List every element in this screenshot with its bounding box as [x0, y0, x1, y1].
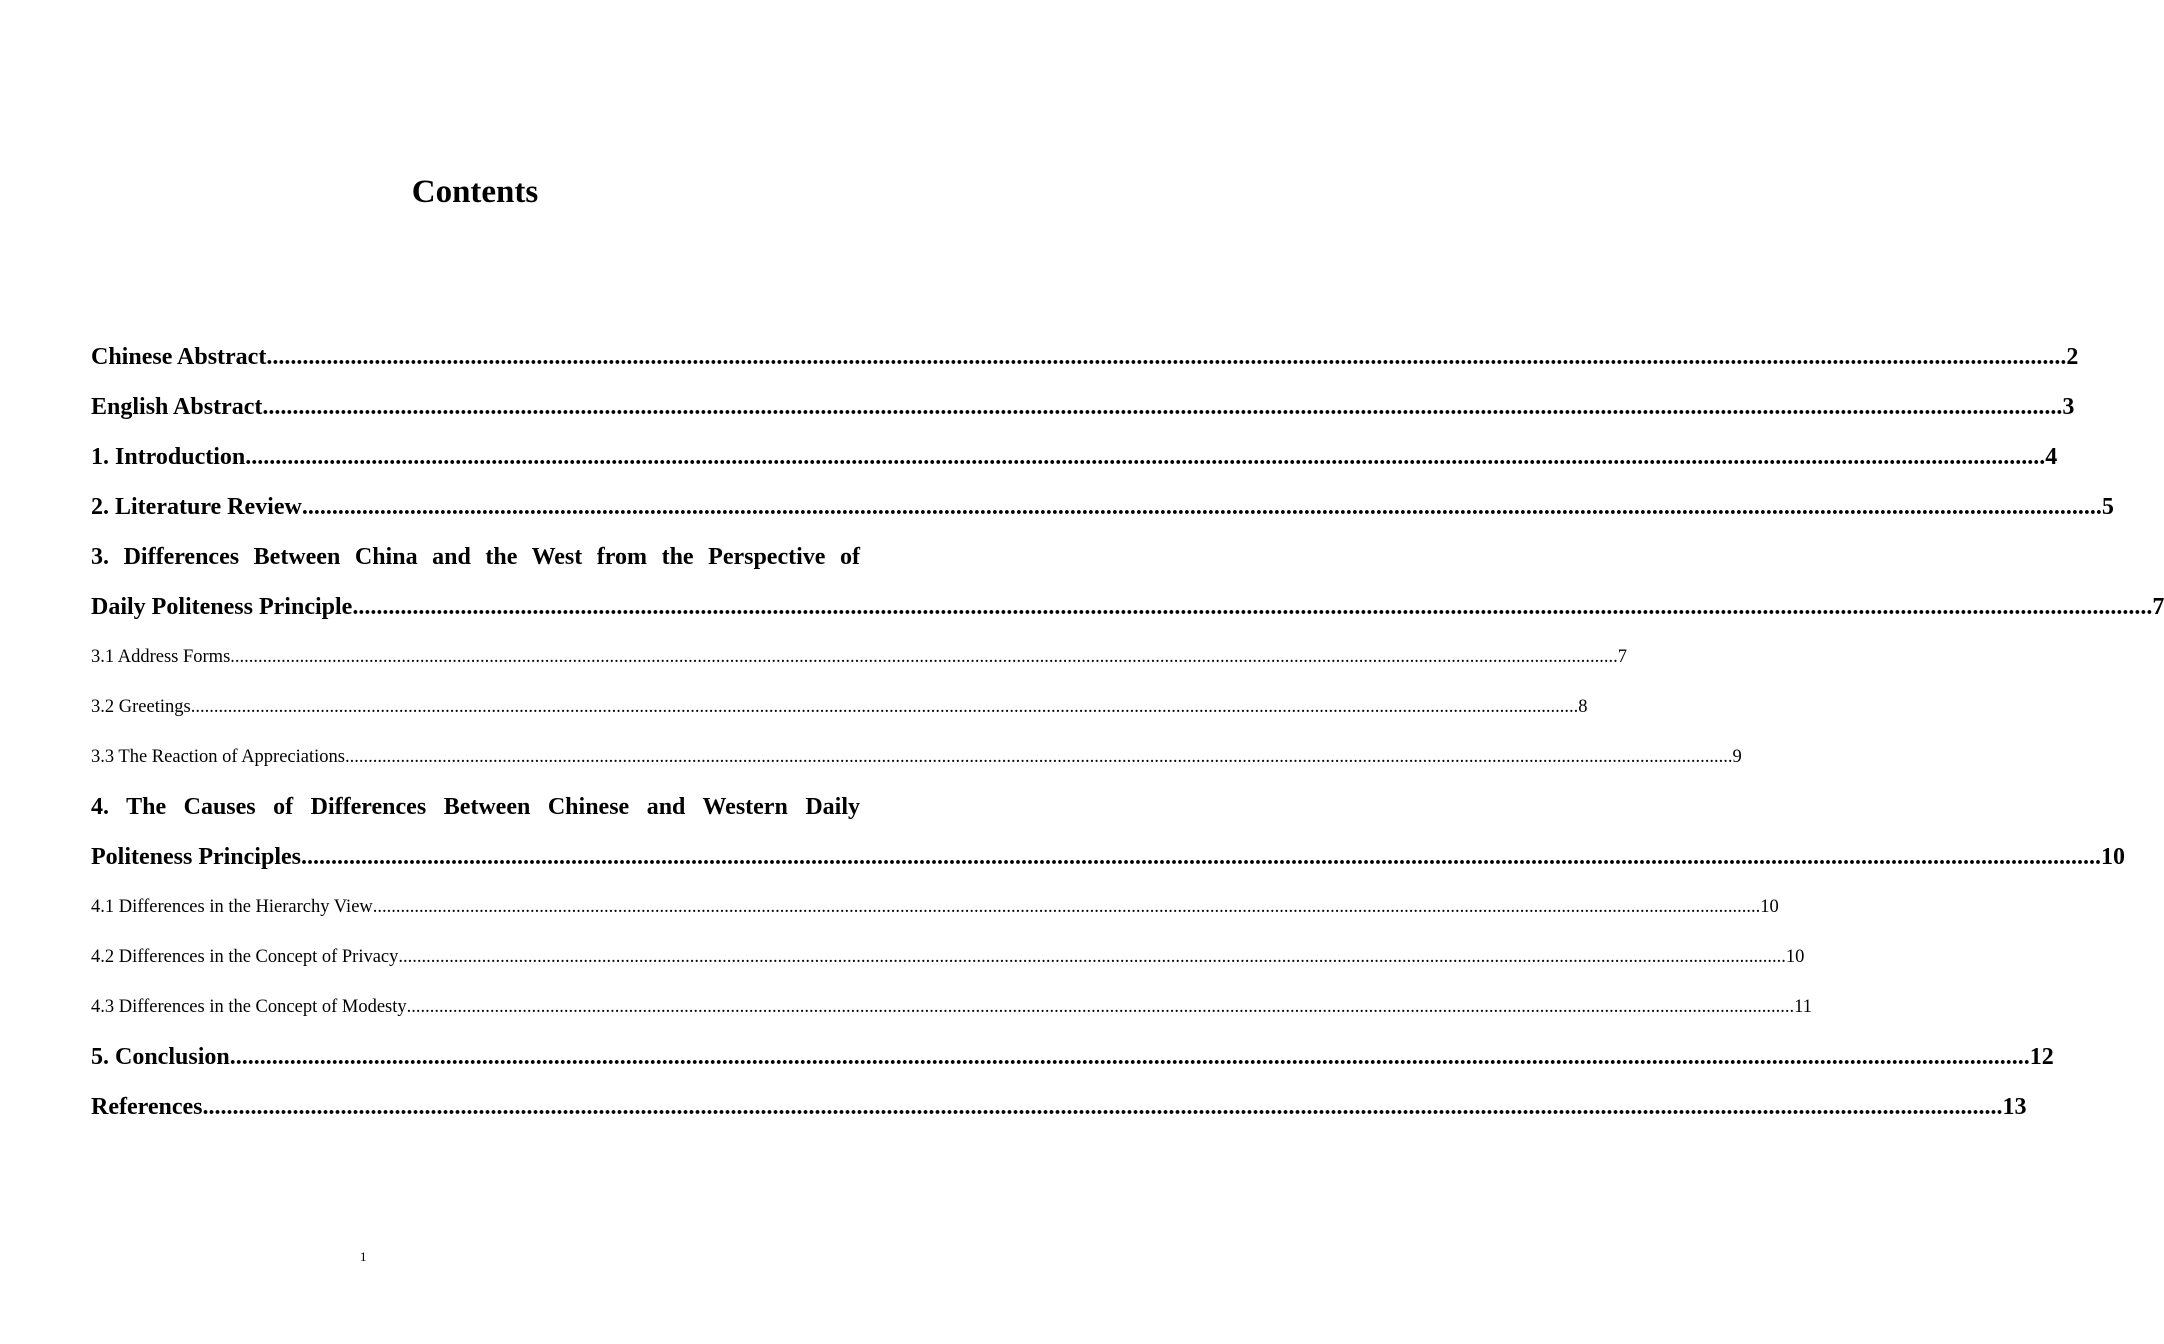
- toc-entry-page: 5: [2101, 494, 2114, 520]
- toc-leader-dots: ............................................................................................................................................................................................................................................................................................................: [352, 594, 2153, 620]
- toc-entry-page: 11: [1794, 997, 1812, 1017]
- toc-entry-differences[interactable]: [91, 582, 2164, 632]
- toc-leader-dots: ............................................................................................................................................................................................................................................................................................................: [266, 344, 2067, 370]
- toc-entry-chinese-abstract[interactable]: [91, 332, 2079, 382]
- toc-entry-references[interactable]: [91, 1082, 2027, 1132]
- toc-leader-dots: ............................................................................................................................................................................................................................................................................................................: [406, 997, 1795, 1017]
- toc-leader-dots: ............................................................................................................................................................................................................................................................................................................: [372, 897, 1761, 917]
- toc-entry-label: English Abstract: [91, 394, 263, 420]
- toc-entry-label: References: [91, 1094, 203, 1120]
- toc-entry-modesty[interactable]: [91, 982, 1812, 1032]
- table-of-contents: [91, 332, 2164, 1132]
- toc-entry-greetings[interactable]: [91, 682, 1588, 732]
- toc-leader-dots: ............................................................................................................................................................................................................................................................................................................: [202, 1094, 2003, 1120]
- toc-entry-page: 12: [2029, 1044, 2054, 1070]
- toc-entry-page: 10: [1785, 947, 1805, 967]
- toc-entry-introduction[interactable]: [91, 432, 2058, 482]
- toc-entry-label: 3.2 Greetings: [91, 697, 191, 717]
- toc-entry-label: 3.1 Address Forms: [91, 647, 231, 667]
- toc-leader-dots: ............................................................................................................................................................................................................................................................................................................: [262, 394, 2063, 420]
- toc-entry-label: 5. Conclusion: [91, 1044, 230, 1070]
- toc-entry-label: Politeness Principles: [91, 844, 301, 870]
- toc-entry-label: 1. Introduction: [91, 444, 246, 470]
- toc-entry-literature-review[interactable]: [91, 482, 2114, 532]
- page-title: Contents: [411, 174, 539, 210]
- toc-entry-page: 4: [2045, 444, 2058, 470]
- footer-page-number: 1: [360, 1249, 367, 1264]
- toc-entry-page: 10: [1760, 897, 1779, 917]
- toc-entry-causes[interactable]: [91, 832, 2125, 882]
- toc-entry-label: 4.2 Differences in the Concept of Privacy: [91, 947, 399, 967]
- toc-entry-label: 4.3 Differences in the Concept of Modesty: [91, 997, 407, 1017]
- toc-entry-page: 2: [2066, 344, 2079, 370]
- toc-leader-dots: ............................................................................................................................................................................................................................................................................................................: [245, 444, 2046, 470]
- toc-entry-page: 7: [1617, 647, 1628, 667]
- toc-entry-label: Chinese Abstract: [91, 344, 267, 370]
- toc-entry-label: Daily Politeness Principle: [91, 594, 353, 620]
- toc-entry-address-forms[interactable]: [91, 632, 1628, 682]
- toc-entry-appreciations[interactable]: [91, 732, 1742, 782]
- toc-entry-page: 13: [2002, 1094, 2027, 1120]
- toc-leader-dots: ............................................................................................................................................................................................................................................................................................................: [230, 647, 1618, 667]
- toc-entry-page: 10: [2100, 844, 2125, 870]
- toc-entry-page: 3: [2062, 394, 2075, 420]
- toc-entry-page: 9: [1732, 747, 1742, 767]
- toc-entry-causes-line1[interactable]: 4. The Causes of Differences Between Chinese and Western Daily: [91, 794, 860, 820]
- toc-entry-differences-line1[interactable]: 3. Differences Between China and the West from the Perspective of: [91, 544, 860, 570]
- toc-entry-label: 4.1 Differences in the Hierarchy View: [91, 897, 373, 917]
- toc-leader-dots: ............................................................................................................................................................................................................................................................................................................: [301, 494, 2102, 520]
- toc-leader-dots: ............................................................................................................................................................................................................................................................................................................: [344, 747, 1733, 767]
- toc-leader-dots: ............................................................................................................................................................................................................................................................................................................: [398, 947, 1786, 967]
- toc-entry-page: 7: [2152, 594, 2164, 620]
- toc-entry-page: 8: [1578, 697, 1588, 717]
- toc-entry-label: 2. Literature Review: [91, 494, 302, 520]
- toc-entry-conclusion[interactable]: [91, 1032, 2054, 1082]
- toc-leader-dots: ............................................................................................................................................................................................................................................................................................................: [190, 697, 1579, 717]
- toc-leader-dots: ............................................................................................................................................................................................................................................................................................................: [300, 844, 2101, 870]
- toc-entry-english-abstract[interactable]: [91, 382, 2075, 432]
- toc-entry-label: 3.3 The Reaction of Appreciations: [91, 747, 345, 767]
- toc-entry-privacy[interactable]: [91, 932, 1805, 982]
- toc-entry-hierarchy-view[interactable]: [91, 882, 1779, 932]
- toc-leader-dots: ............................................................................................................................................................................................................................................................................................................: [229, 1044, 2030, 1070]
